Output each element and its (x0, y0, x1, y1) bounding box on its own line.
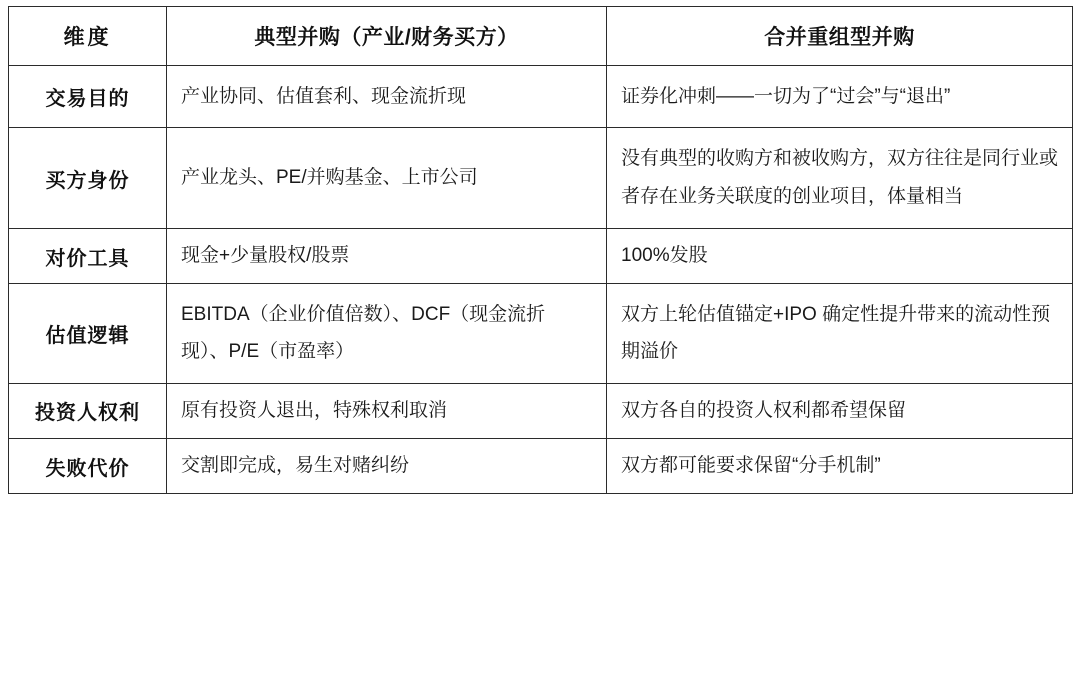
table-row (9, 383, 1073, 438)
row-merger-value: 双方上轮估值锚定+IPO 确定性提升带来的流动性预期溢价 (607, 284, 1073, 383)
row-merger-value: 100%发股 (607, 229, 1073, 284)
column-header-merger-ma: 合并重组型并购 (607, 7, 1073, 66)
row-typical-value: 交割即完成，易生对赌纠纷 (167, 438, 607, 493)
row-merger-value: 双方都可能要求保留“分手机制” (607, 438, 1073, 493)
table-body (9, 66, 1073, 494)
row-dimension-label: 买方身份 (9, 128, 167, 229)
row-typical-value: 原有投资人退出，特殊权利取消 (167, 383, 607, 438)
table-row (9, 229, 1073, 284)
table-row (9, 128, 1073, 229)
table-header-row (9, 7, 1073, 66)
row-typical-value: EBITDA（企业价值倍数）、DCF（现金流折现）、P/E（市盈率） (167, 284, 607, 383)
row-dimension-label: 交易目的 (9, 66, 167, 128)
row-merger-value: 双方各自的投资人权利都希望保留 (607, 383, 1073, 438)
row-dimension-label: 对价工具 (9, 229, 167, 284)
comparison-table (8, 6, 1073, 494)
row-dimension-label: 估值逻辑 (9, 284, 167, 383)
row-typical-value: 产业协同、估值套利、现金流折现 (167, 66, 607, 128)
row-dimension-label: 失败代价 (9, 438, 167, 493)
row-dimension-label: 投资人权利 (9, 383, 167, 438)
table-row (9, 284, 1073, 383)
table-row (9, 438, 1073, 493)
row-typical-value: 产业龙头、PE/并购基金、上市公司 (167, 128, 607, 229)
column-header-dimension: 维度 (9, 7, 167, 66)
column-header-typical-ma: 典型并购（产业/财务买方） (167, 7, 607, 66)
row-typical-value: 现金+少量股权/股票 (167, 229, 607, 284)
table-row (9, 66, 1073, 128)
table-header (9, 7, 1073, 66)
row-merger-value: 没有典型的收购方和被收购方，双方往往是同行业或者存在业务关联度的创业项目，体量相当 (607, 128, 1073, 229)
row-merger-value: 证券化冲刺——一切为了“过会”与“退出” (607, 66, 1073, 128)
